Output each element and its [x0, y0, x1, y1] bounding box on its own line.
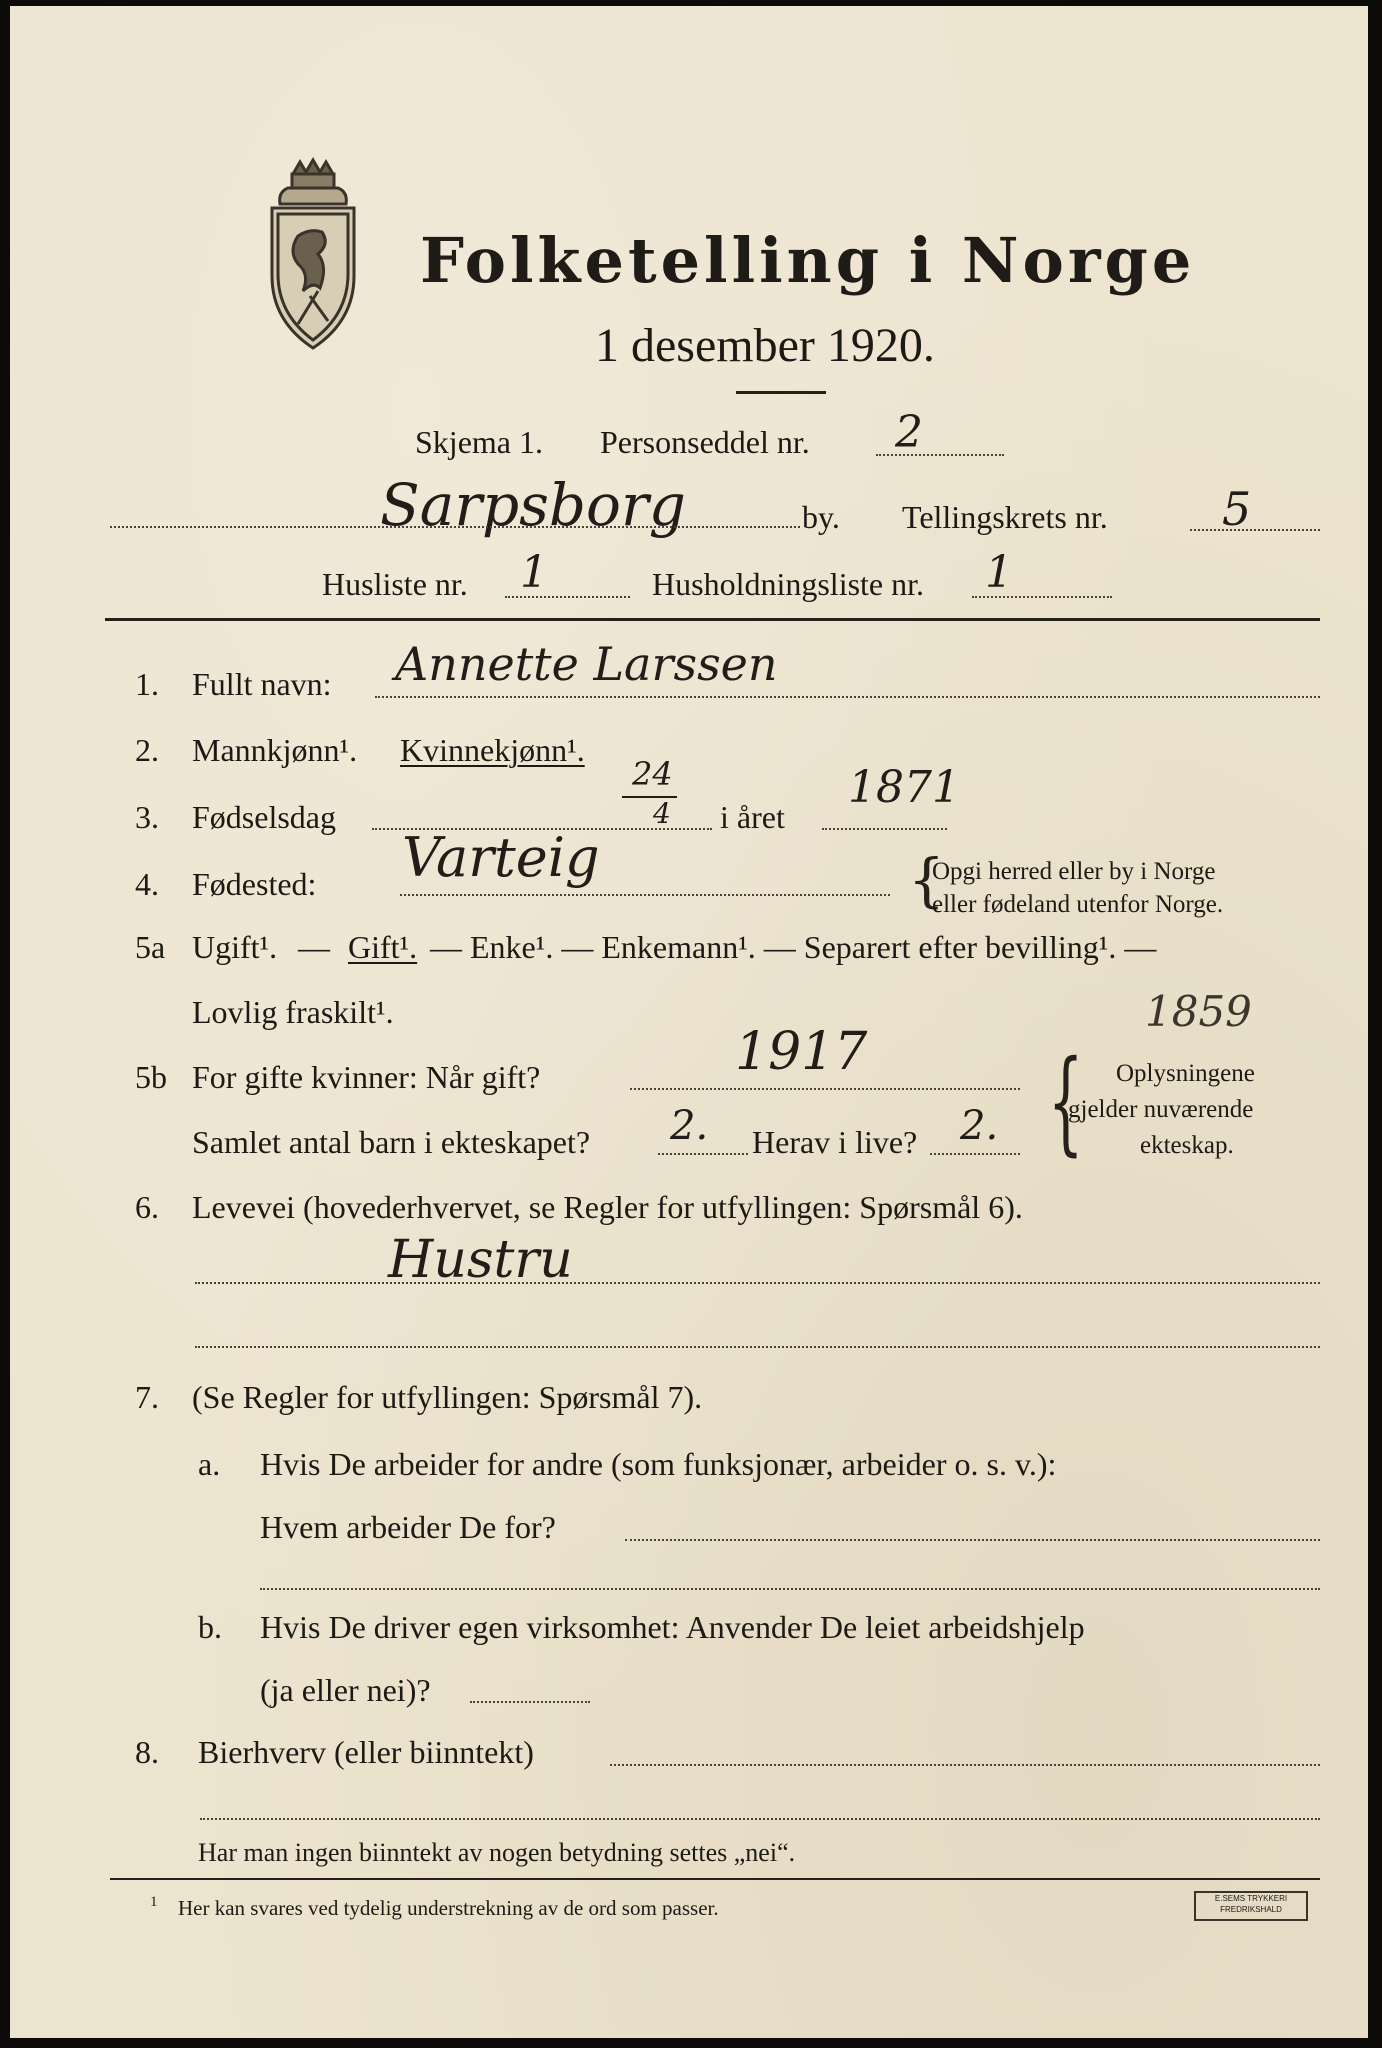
- birth-year-value: 1871: [848, 762, 960, 813]
- q7a-line2: Hvem arbeider De for?: [260, 1509, 556, 1545]
- footnote-text: Her kan svares ved tydelig understrekning av de ord som passer.: [178, 1896, 719, 1920]
- sex-option-male[interactable]: Mannkjønn¹.: [192, 732, 358, 768]
- q3-year-label: i året: [720, 799, 785, 835]
- q4-label: Fødested:: [192, 866, 317, 902]
- norwegian-coat-of-arms-icon: [258, 156, 368, 356]
- marital-option-gift[interactable]: Gift¹.: [348, 929, 418, 965]
- birth-year-field[interactable]: [822, 828, 947, 830]
- margin-note-year: 1859: [1145, 987, 1252, 1036]
- printer-stamp-text: E.SEMS TRYKKERI FREDRIKSHALD: [1214, 1894, 1288, 1914]
- q7b-letter: b.: [198, 1609, 222, 1645]
- full-name-value: Annette Larssen: [395, 637, 778, 691]
- marriage-note-brace: {: [1047, 1037, 1084, 1167]
- q7b-line1: Hvis De driver egen virksomhet: Anvender De leiet arbeidshjelp: [260, 1609, 1085, 1645]
- q5b-label: For gifte kvinner: Når gift?: [192, 1059, 541, 1095]
- q7a-line1: Hvis De arbeider for andre (som funksjonær, arbeider o. s. v.):: [260, 1446, 1057, 1482]
- marriage-note-line2: gjelder nuværende: [1068, 1096, 1254, 1123]
- q5a-number: 5a: [135, 929, 166, 965]
- married-year-field[interactable]: [630, 1088, 1020, 1090]
- marriage-note-line3: ekteskap.: [1140, 1132, 1234, 1159]
- husholdning-label: Husholdningsliste nr.: [652, 566, 925, 602]
- city-value: Sarpsborg: [380, 471, 686, 539]
- sex-option-female[interactable]: Kvinnekjønn¹.: [400, 732, 585, 768]
- q1-label: Fullt navn:: [192, 666, 332, 702]
- q6-number: 6.: [135, 1189, 159, 1225]
- q7-number: 7.: [135, 1379, 159, 1415]
- personseddel-label: Personseddel nr.: [600, 424, 810, 460]
- married-year-value: 1917: [735, 1022, 868, 1082]
- alive-value: 2.: [960, 1103, 999, 1149]
- personseddel-value: 2: [895, 407, 923, 458]
- q7b-line2: (ja eller nei)?: [260, 1672, 431, 1708]
- q8-label: Bierhverv (eller biinntekt): [198, 1734, 534, 1770]
- footer-divider: [110, 1878, 1320, 1880]
- tellingskrets-label: Tellingskrets nr.: [902, 499, 1108, 535]
- section-divider: [105, 618, 1320, 621]
- children-field[interactable]: [658, 1153, 748, 1155]
- census-date: 1 desember 1920.: [595, 319, 935, 372]
- husliste-value: 1: [520, 547, 548, 598]
- city-field[interactable]: [110, 526, 800, 528]
- side-income-field-2[interactable]: [200, 1818, 1320, 1820]
- birthplace-note-brace: {: [908, 846, 945, 914]
- employer-field-2[interactable]: [260, 1588, 1320, 1590]
- q3-label: Fødselsdag: [192, 799, 336, 835]
- schema-label: Skjema 1.: [415, 424, 543, 460]
- side-income-field[interactable]: [610, 1764, 1320, 1766]
- census-form-page: [10, 6, 1368, 2038]
- alive-field[interactable]: [930, 1153, 1020, 1155]
- birthplace-value: Varteig: [402, 826, 600, 889]
- city-suffix: by.: [802, 499, 840, 535]
- hired-help-field[interactable]: [470, 1701, 590, 1703]
- side-income-note: Har man ingen biinntekt av nogen betydning settes „nei“.: [198, 1838, 796, 1867]
- birthplace-field[interactable]: [400, 894, 890, 896]
- children-value: 2.: [670, 1103, 709, 1149]
- q4-number: 4.: [135, 866, 159, 902]
- marital-option-fraskilt[interactable]: Lovlig fraskilt¹.: [192, 994, 394, 1030]
- marital-options-rest: — Enke¹. — Enkemann¹. — Separert efter bevilling¹. —: [430, 929, 1157, 965]
- birthplace-note-line2: eller fødeland utenfor Norge.: [932, 891, 1224, 918]
- q5b-number: 5b: [135, 1059, 167, 1095]
- q7a-letter: a.: [198, 1446, 221, 1482]
- alive-label: Herav i live?: [752, 1124, 918, 1160]
- occupation-field-2[interactable]: [195, 1346, 1320, 1348]
- occupation-field[interactable]: [195, 1282, 1320, 1284]
- tellingskrets-field[interactable]: [1190, 529, 1320, 531]
- birth-month-value: 4: [653, 797, 671, 830]
- header-divider: [736, 391, 826, 394]
- husholdning-value: 1: [985, 547, 1013, 598]
- birthplace-note-line1: Opgi herred eller by i Norge: [932, 858, 1216, 885]
- children-label: Samlet antal barn i ekteskapet?: [192, 1124, 591, 1160]
- tellingskrets-value: 5: [1222, 482, 1252, 536]
- occupation-value: Hustru: [388, 1230, 573, 1290]
- marital-separator: —: [298, 929, 330, 965]
- form-title: Folketelling i Norge: [420, 224, 1196, 297]
- husliste-label: Husliste nr.: [322, 566, 468, 602]
- q1-number: 1.: [135, 666, 159, 702]
- full-name-field[interactable]: [375, 696, 1320, 698]
- q3-number: 3.: [135, 799, 159, 835]
- q8-number: 8.: [135, 1734, 159, 1770]
- q7-label: (Se Regler for utfyllingen: Spørsmål 7).: [192, 1379, 703, 1415]
- marriage-note-line1: Oplysningene: [1116, 1060, 1255, 1087]
- footnote-mark: 1: [150, 1894, 158, 1910]
- printer-stamp: [1194, 1891, 1308, 1921]
- q6-label: Levevei (hovederhvervet, se Regler for utfyllingen: Spørsmål 6).: [192, 1189, 1023, 1225]
- marital-option-ugift[interactable]: Ugift¹.: [192, 929, 278, 965]
- q2-number: 2.: [135, 732, 159, 768]
- employer-field[interactable]: [625, 1539, 1320, 1541]
- birth-day-value: 24: [632, 755, 673, 793]
